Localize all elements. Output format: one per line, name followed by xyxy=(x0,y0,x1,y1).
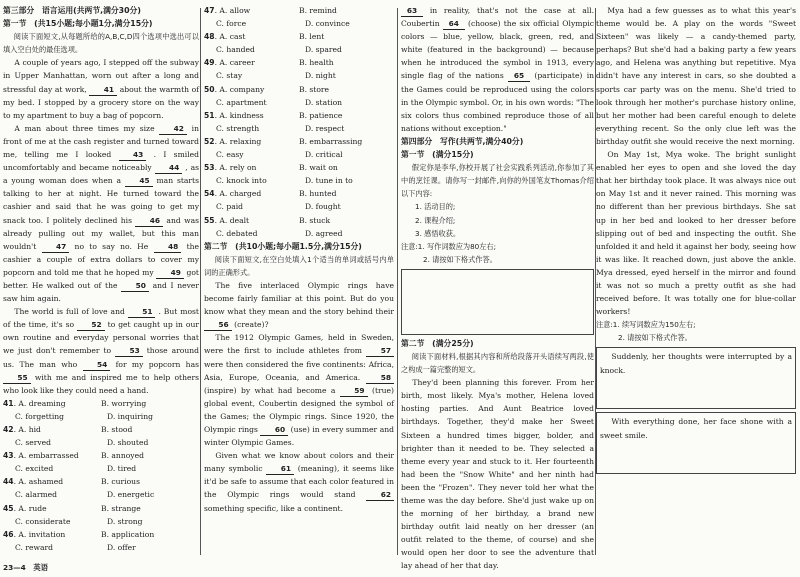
option-c: C. reward xyxy=(15,542,54,552)
passage-paragraph xyxy=(3,305,199,397)
passage-text: A man about three times my size xyxy=(14,123,155,133)
option-b: B. annoyed xyxy=(101,451,144,461)
option-b: B. embarrassing xyxy=(299,136,363,146)
option-a: 43. A. embarrassed xyxy=(3,451,79,461)
option-d: D. station xyxy=(305,97,343,107)
options-41-46 xyxy=(3,397,199,554)
passage-text: (meaning), it seems like it'd be safe to assume that each color featured in the Olympic rings would stand xyxy=(204,464,394,500)
option-b: B. lent xyxy=(299,32,325,42)
passage-text: the cashier a couple of extra dollars to cover my popcorn and told me that he hoped my xyxy=(3,241,199,277)
passage-text: for my popcorn has xyxy=(115,359,199,369)
answer-blank[interactable]: 63 xyxy=(401,6,423,17)
question-number: 42 xyxy=(3,425,14,434)
option-row xyxy=(204,122,394,135)
option-row xyxy=(204,214,394,227)
grammar-paragraph xyxy=(204,449,394,514)
option-row xyxy=(3,397,199,410)
option-c: C. easy xyxy=(216,150,244,160)
passage-text: . I smiled uncomfortably and became noticeably xyxy=(3,150,199,173)
option-d: D. respect xyxy=(305,123,345,133)
passage-text: no to say no. He xyxy=(74,241,149,251)
option-a: 42. A. hid xyxy=(3,425,41,434)
passage-text: man starts talking to her at night. He turned toward the cashier and said that he was going to get my snack too. I politely declined his xyxy=(3,176,200,225)
option-row xyxy=(3,436,199,449)
option-a: 50. A. company xyxy=(204,84,265,94)
option-c: C. knock into xyxy=(216,176,267,186)
answer-blank[interactable]: 50 xyxy=(121,281,149,292)
passage-text: A couple of years ago, I stepped off the subway in Upper Manhattan, worn out after a long and stressful day at work, xyxy=(3,58,199,94)
option-d: D. tired xyxy=(107,464,137,474)
option-row xyxy=(204,96,394,109)
option-c: C. served xyxy=(15,438,52,448)
passage-text: (participate) in the Games could be reproduced using the colors in the Olympic symbol. Or, in his own words: "The six colors thus combined reproduce those of all nations without exception." xyxy=(401,71,595,133)
option-a: 48. A. cast xyxy=(204,32,246,42)
answer-blank[interactable]: 55 xyxy=(3,373,31,384)
option-row xyxy=(204,227,394,240)
option-text: A. allow xyxy=(219,6,251,15)
question-number: 41 xyxy=(3,398,14,408)
option-row xyxy=(3,502,199,515)
option-b: B. stuck xyxy=(299,215,331,225)
passage-text: . But most of the time, it's so xyxy=(3,307,199,330)
option-d: D. convince xyxy=(305,19,350,29)
cloze-passage xyxy=(3,56,199,396)
answer-blank[interactable]: 52 xyxy=(77,320,105,331)
column-divider xyxy=(397,8,398,555)
passage-text: in front of me at the cash register and turned toward me, telling me I looked xyxy=(3,123,199,160)
answer-blank[interactable]: 43 xyxy=(119,150,147,161)
passage-text: those around us. The man who xyxy=(3,346,199,369)
question-number: 53 xyxy=(204,163,215,173)
passage-text: , as a young woman does when a xyxy=(3,163,199,186)
answer-box-paragraph-1[interactable] xyxy=(596,347,796,409)
option-d: D. spared xyxy=(305,45,342,55)
answer-blank[interactable]: 44 xyxy=(155,163,183,174)
option-text: A. invitation xyxy=(18,529,66,539)
answer-blank[interactable]: 61 xyxy=(266,464,294,475)
option-text: A. relaxing xyxy=(219,136,262,146)
option-row xyxy=(3,423,199,436)
answer-blank[interactable]: 48 xyxy=(154,242,182,253)
option-row xyxy=(204,4,394,17)
story-paragraph-3: On May 1st, Mya woke. The bright sunlight enabled her eyes to open and she loved the day that her birthday took place. It was always nice out on May 1st and it never rained. This morning was no different than her previous birthdays. She sat up in her bed and looked to her dresser before slipping out of bed and inspecting the outfit. She unfolded it and held it against her body, seeing how it was like. It reached down, just above the ankle. Mya dressed, eyed herself in the mirror and found it was not so much a pretty outfit as she had received before. It was totally one for blue-collar workers! xyxy=(596,150,796,317)
story-paragraph-1: They'd been planning this forever. From her birth, most likely. Mya's mother, Helena loved hosting parties. And Aunt Beatrice loved birthdays. Together, they'd make her Sweet Sixteen a hundred times bigger, bolder, and brighter than it needed to be. They selected a theme every year and stuck to it. Her fourteenth had been the "Snow White" and her ninth had been the "Frozen". They never told her what the theme was the day before. She'd just wake up on the morning of her birthday, a brand new birthday outfit laid neatly on her dresser (an outfit related to the theme, of course) and she would open her door to see the adventure that lay ahead of her that day. xyxy=(401,378,594,571)
option-row xyxy=(204,161,394,174)
options-46-55 xyxy=(204,4,394,240)
option-d: D. shouted xyxy=(107,438,149,448)
passage-text: (choose) the six official Olympic colors — blue, yellow, black, green, red, and white (featured in the background) — because when he introduced the symbol in 1913, every single flag of the nations xyxy=(401,19,594,81)
option-c: C. stay xyxy=(216,71,243,81)
option-text: A. kindness xyxy=(219,110,264,120)
option-b: B. health xyxy=(299,58,334,68)
passage-text: got better. He walked out of the xyxy=(3,267,199,290)
passage-text: Given what we know about colors and their many symbolic xyxy=(204,451,394,474)
option-d: D. night xyxy=(305,71,336,81)
option-a: 51. A. kindness xyxy=(204,110,264,120)
section3-part2-instructions: 阅读下面短文,在空白处填入1个适当的单词或括号内单词的正确形式。 xyxy=(204,254,394,277)
passage-text: and was already pulling out my wallet, but this man wouldn't xyxy=(3,215,199,251)
option-row xyxy=(3,528,199,541)
column-4 xyxy=(596,4,796,474)
option-row xyxy=(3,449,199,462)
option-c: C. forgetting xyxy=(15,411,65,421)
continuation-instructions: 阅读下面材料,根据其内容和所给段落开头语续写两段,使之构成一篇完整的短文。 xyxy=(401,351,594,375)
answer-box-email[interactable] xyxy=(401,269,594,335)
passage-text: with me and inspired me to help others who look like they could need a hand. xyxy=(3,372,199,395)
option-a: 41. A. dreaming xyxy=(3,398,66,408)
question-number: 54 xyxy=(204,189,215,199)
section4-title: 第四部分 写作(共两节,满分40分) xyxy=(401,136,524,146)
option-text: A. dreaming xyxy=(18,398,66,408)
passage-text: (create)? xyxy=(234,320,269,330)
section4-part2-title: 第二节 (满分25分) xyxy=(401,338,474,348)
question-number: 44 xyxy=(3,477,14,487)
page-footer: 23—4 英语 xyxy=(3,563,48,572)
task-point-3: 3. 感悟收获。 xyxy=(415,228,461,238)
option-b: B. curious xyxy=(101,477,140,487)
passage-text: The five interlaced Olympic rings have become fairly familiar at this point. But do you know what they mean and the story behind their xyxy=(204,280,394,317)
option-row xyxy=(204,109,394,122)
column-3 xyxy=(401,4,595,571)
option-c: C. paid xyxy=(216,202,244,212)
column-divider xyxy=(200,8,201,555)
passage-paragraph xyxy=(3,56,199,121)
option-text: A. company xyxy=(219,84,265,94)
question-number: 45 xyxy=(3,503,14,513)
question-number: 55 xyxy=(204,215,215,225)
task-point-1: 1. 活动目的; xyxy=(415,202,456,212)
answer-blank[interactable]: 45 xyxy=(125,176,153,187)
option-b: B. worrying xyxy=(101,398,147,408)
answer-blank[interactable]: 46 xyxy=(135,216,163,227)
story-paragraph-2: Mya had a few guesses as to what this year's theme would be. A play on the words "Sweet Sixteen" was likely — a candy-themed party, perhaps? But she'd had a baking party a few years ago, and Helena was anything but repetitive. Mya didn't have any interest in cars, so she doubted a sports car party was on the menu. She'd tried to look through her mother's purchase history online, but her mother had been careful enough to delete everything recent. So the only clue left was the birthday outfit she would receive the next morning. xyxy=(596,6,796,146)
answer-blank[interactable]: 51 xyxy=(128,307,156,318)
section3-part1-title: 第一节 (共15小题;每小题1分,满分15分) xyxy=(3,19,153,29)
question-number: 48 xyxy=(204,32,215,42)
passage-text: about the warmth of my bed. I stopped by a grocery store on the way to my apartment to buy a bag of popcorn. xyxy=(3,84,200,120)
passage-text: in reality, that's not the case at all. Coubertin xyxy=(401,6,594,29)
grammar-paragraph xyxy=(401,4,594,135)
answer-box-paragraph-2[interactable] xyxy=(596,412,796,474)
answer-blank[interactable]: 57 xyxy=(366,346,394,357)
answer-blank[interactable]: 49 xyxy=(156,268,184,279)
option-text: A. ashamed xyxy=(18,477,64,487)
answer-blank[interactable]: 60 xyxy=(260,425,288,436)
task-point-2: 2. 课程介绍; xyxy=(415,215,456,225)
passage-text: (true) global event, Coubertin designed the symbol of the Games; the Olympic rings. Since 1920, the Olympic rings xyxy=(204,385,394,434)
passage-text: were then considered the five continents: Africa, Asia, Europe, Oceania, and America. xyxy=(204,359,394,382)
section3-part2-title: 第二节 (共10小题;每小题1.5分,满分15分) xyxy=(204,241,362,251)
option-row xyxy=(3,475,199,488)
option-text: A. career xyxy=(219,58,255,68)
option-row xyxy=(3,488,199,501)
option-a: 55. A. dealt xyxy=(204,215,250,225)
option-row xyxy=(204,43,394,56)
question-number: 50 xyxy=(204,84,215,94)
option-c: C. force xyxy=(216,19,247,29)
answer-blank[interactable]: 65 xyxy=(508,71,530,82)
option-b: B. hunted xyxy=(299,189,337,199)
option-b: B. remind xyxy=(299,6,337,15)
option-a: 49. A. career xyxy=(204,58,255,68)
answer-blank[interactable]: 47 xyxy=(42,242,70,253)
option-d: D. fought xyxy=(305,202,341,212)
option-d: D. tune in to xyxy=(305,176,353,186)
answer-blank[interactable]: 56 xyxy=(204,320,232,331)
option-row xyxy=(204,148,394,161)
continuation-note-1: 注意:1. 续写词数应为150左右; xyxy=(596,320,696,330)
option-c: C. considerate xyxy=(15,516,71,526)
option-c: C. alarmed xyxy=(15,490,58,500)
passage-text: and I never saw him again. xyxy=(3,280,200,304)
option-b: B. store xyxy=(299,84,330,94)
option-d: D. inquiring xyxy=(107,411,153,421)
option-c: C. strength xyxy=(216,123,260,133)
column-1 xyxy=(3,4,199,554)
option-row xyxy=(204,187,394,200)
option-row xyxy=(3,541,199,554)
option-b: B. patience xyxy=(299,110,343,120)
option-row xyxy=(204,200,394,213)
answer-blank[interactable]: 54 xyxy=(83,360,111,371)
option-row xyxy=(204,56,394,69)
option-d: D. agreed xyxy=(305,228,343,238)
option-text: A. rude xyxy=(18,503,47,513)
option-a: 54. A. charged xyxy=(204,189,262,199)
option-a: 46. A. invitation xyxy=(3,529,66,539)
option-row xyxy=(204,30,394,43)
passage-text: (use) in every summer and winter Olympic Games. xyxy=(204,425,394,448)
grammar-paragraph xyxy=(204,279,394,331)
answer-blank[interactable]: 59 xyxy=(340,386,368,397)
option-a: 45. A. rude xyxy=(3,503,47,513)
option-d: D. critical xyxy=(305,150,343,160)
answer-blank[interactable]: 42 xyxy=(159,124,187,135)
grammar-passage xyxy=(204,279,394,515)
option-row xyxy=(3,410,199,423)
option-d: D. offer xyxy=(107,542,136,552)
option-text: A. embarrassed xyxy=(18,451,79,461)
passage-text: something specific, like a continent. xyxy=(204,503,344,513)
passage-text: The world is full of love and xyxy=(14,307,125,317)
question-number: 43 xyxy=(3,451,14,461)
option-c: C. handed xyxy=(216,45,255,55)
option-text: A. hid xyxy=(18,425,41,434)
option-text: A. cast xyxy=(219,32,246,42)
option-text: A. rely on xyxy=(219,163,257,173)
opening-sentence-1: Suddenly, her thoughts were interrupted by a knock. xyxy=(600,352,792,375)
option-b: B. stood xyxy=(101,425,133,434)
option-row xyxy=(204,69,394,82)
option-row xyxy=(204,174,394,187)
option-text: A. charged xyxy=(219,189,262,199)
writing-note-2: 2. 请按如下格式作答。 xyxy=(423,254,497,264)
question-number: 46 xyxy=(3,529,14,539)
answer-blank[interactable]: 64 xyxy=(443,19,465,30)
option-text: A. dealt xyxy=(219,215,250,225)
answer-blank[interactable]: 58 xyxy=(366,373,394,384)
option-d: D. energetic xyxy=(107,490,155,500)
option-c: C. debated xyxy=(216,228,258,238)
option-a: 53. A. rely on xyxy=(204,163,257,173)
column-2 xyxy=(204,4,394,515)
option-row xyxy=(3,515,199,528)
option-d: D. strong xyxy=(107,516,143,526)
question-number: 49 xyxy=(204,58,215,68)
passage-text: to get caught up in our own routine and everyday personal worries that we just don't remember to xyxy=(3,320,199,356)
writing-note-1: 注意:1. 写作词数应为80左右; xyxy=(401,241,497,251)
opening-sentence-2: With everything done, her face shone with a sweet smile. xyxy=(600,417,792,440)
option-a: 47. A. allow xyxy=(204,6,251,15)
passage-text: (inspire) by what had become a xyxy=(204,385,336,395)
continuation-note-2: 2. 请按如下格式作答。 xyxy=(618,333,692,343)
answer-blank[interactable]: 62 xyxy=(366,490,394,501)
passage-text: The 1912 Olympic Games, held in Sweden, were the first to include athletes from xyxy=(204,333,394,356)
option-b: B. application xyxy=(101,529,155,539)
question-number: 47 xyxy=(204,6,215,15)
answer-blank[interactable]: 41 xyxy=(89,85,117,96)
option-c: C. apartment xyxy=(216,97,267,107)
question-number: 51 xyxy=(204,110,215,120)
section3-title: 第三部分 语言运用(共两节,满分30分) xyxy=(3,6,141,15)
question-number: 52 xyxy=(204,136,215,146)
option-row xyxy=(204,17,394,30)
section3-part1-instructions: 阅读下面短文,从每题所给的A,B,C,D四个选项中选出可以填入空白处的最佳选项。 xyxy=(3,32,199,55)
grammar-paragraph xyxy=(204,331,394,449)
option-c: C. excited xyxy=(15,464,54,474)
option-a: 52. A. relaxing xyxy=(204,136,262,146)
grammar-passage-cont xyxy=(401,4,594,135)
writing-task-instructions: 假定你是李华,你校开展了社会实践系列活动,你参加了其中的烹饪课。请你写一封邮件,向你的外国笔友Thomas介绍以下内容: xyxy=(401,163,594,199)
option-row xyxy=(204,135,394,148)
option-a: 44. A. ashamed xyxy=(3,477,64,487)
answer-blank[interactable]: 53 xyxy=(115,346,143,357)
passage-paragraph xyxy=(3,122,199,305)
option-row xyxy=(3,462,199,475)
section4-part1-title: 第一节 (满分15分) xyxy=(401,150,474,160)
option-b: B. wait on xyxy=(299,163,338,173)
option-row xyxy=(204,83,394,96)
option-b: B. strange xyxy=(101,503,141,513)
